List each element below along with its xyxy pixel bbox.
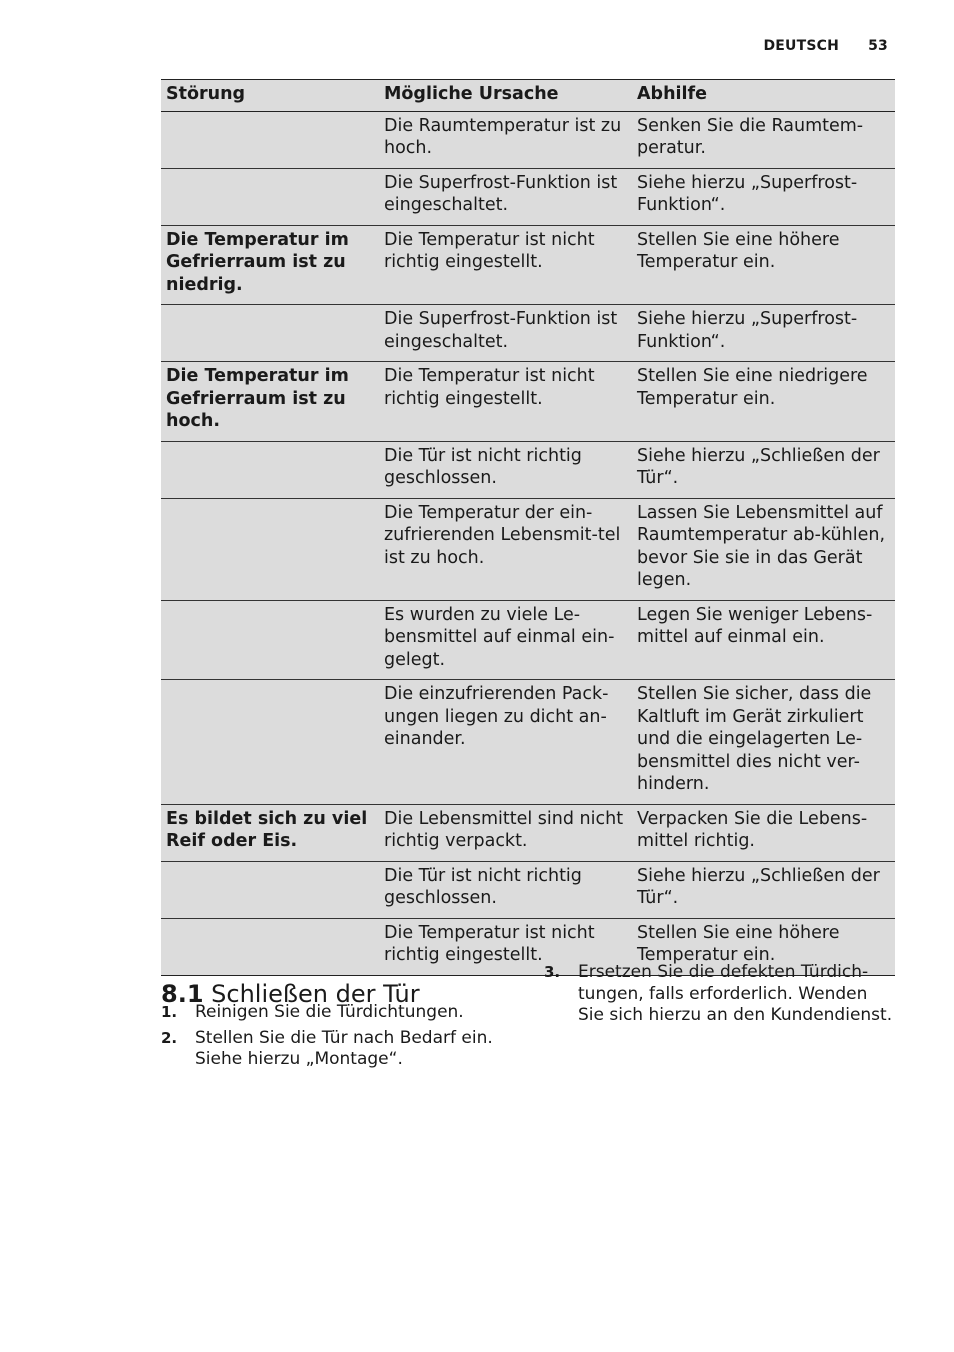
problem-cell	[161, 305, 379, 362]
list-item	[161, 1002, 506, 1024]
table-row	[161, 168, 895, 225]
table-row	[161, 305, 895, 362]
step-text: Stellen Sie die Tür nach Bedarf ein. Siehe hierzu „Montage“.	[195, 1027, 493, 1069]
cause-cell: Es wurden zu viele Le-bensmittel auf einmal ein-gelegt.	[379, 600, 632, 680]
remedy-cell: Siehe hierzu „Schließen der Tür“.	[632, 861, 895, 918]
page-header	[763, 38, 888, 54]
cause-cell: Die Lebensmittel sind nicht richtig verpackt.	[379, 804, 632, 861]
problem-cell	[161, 111, 379, 168]
step-text: Reinigen Sie die Türdichtungen.	[195, 1002, 464, 1022]
step-number: 3.	[544, 963, 561, 981]
table-row	[161, 861, 895, 918]
list-item	[544, 962, 896, 1027]
table-row	[161, 111, 895, 168]
table-row	[161, 225, 895, 305]
problem-cell: Die Temperatur im Gefrierraum ist zu hoch.	[161, 362, 379, 442]
remedy-cell: Verpacken Sie die Lebens-mittel richtig.	[632, 804, 895, 861]
section-title-text: Schließen der Tür	[211, 979, 420, 1008]
problem-cell	[161, 168, 379, 225]
remedy-cell: Siehe hierzu „Superfrost-Funktion“.	[632, 305, 895, 362]
table-row	[161, 362, 895, 442]
list-item	[161, 1028, 506, 1071]
cause-cell: Die Temperatur ist nicht richtig eingestellt.	[379, 362, 632, 442]
problem-cell	[161, 918, 379, 975]
problem-cell	[161, 680, 379, 805]
step-number: 1.	[161, 1003, 178, 1021]
cause-cell: Die Temperatur der ein-zufrierenden Lebensmit-tel ist zu hoch.	[379, 498, 632, 600]
table-row	[161, 680, 895, 805]
steps-list-left	[161, 1002, 506, 1075]
table-header-row	[161, 80, 895, 112]
cause-cell: Die Tür ist nicht richtig geschlossen.	[379, 441, 632, 498]
section-number: 8.1	[161, 979, 204, 1008]
step-text: Ersetzen Sie die defekten Türdich-tungen, falls erforderlich. Wenden Sie sich hierzu an den Kundendienst.	[578, 962, 893, 1025]
remedy-cell: Stellen Sie sicher, dass die Kaltluft im Gerät zirkuliert und die eingelagerten Le-bensmittel dies nicht ver-hindern.	[632, 680, 895, 805]
problem-cell	[161, 498, 379, 600]
header-section-label: DEUTSCH	[763, 38, 840, 54]
table-row	[161, 600, 895, 680]
cause-cell: Die Temperatur ist nicht richtig eingestellt.	[379, 225, 632, 305]
cause-cell: Die Superfrost-Funktion ist eingeschaltet.	[379, 168, 632, 225]
remedy-cell: Senken Sie die Raumtem-peratur.	[632, 111, 895, 168]
column-header-remedy: Abhilfe	[632, 80, 895, 112]
remedy-cell: Siehe hierzu „Superfrost-Funktion“.	[632, 168, 895, 225]
remedy-cell: Siehe hierzu „Schließen der Tür“.	[632, 441, 895, 498]
cause-cell: Die Superfrost-Funktion ist eingeschaltet.	[379, 305, 632, 362]
column-header-cause: Mögliche Ursache	[379, 80, 632, 112]
cause-cell: Die Raumtemperatur ist zu hoch.	[379, 111, 632, 168]
remedy-cell: Legen Sie weniger Lebens-mittel auf einmal ein.	[632, 600, 895, 680]
table-row	[161, 441, 895, 498]
problem-cell: Die Temperatur im Gefrierraum ist zu niedrig.	[161, 225, 379, 305]
steps-list-right	[544, 962, 896, 1031]
column-header-problem: Störung	[161, 80, 379, 112]
problem-cell: Es bildet sich zu viel Reif oder Eis.	[161, 804, 379, 861]
page-number: 53	[868, 38, 888, 54]
remedy-cell: Stellen Sie eine höhere Temperatur ein.	[632, 225, 895, 305]
cause-cell: Die Temperatur ist nicht richtig eingestellt.	[379, 918, 632, 975]
troubleshooting-table	[161, 79, 895, 976]
table-row	[161, 498, 895, 600]
problem-cell	[161, 600, 379, 680]
table-row	[161, 804, 895, 861]
step-number: 2.	[161, 1028, 178, 1047]
cause-cell: Die einzufrierenden Pack-ungen liegen zu dicht an-einander.	[379, 680, 632, 805]
remedy-cell: Stellen Sie eine niedrigere Temperatur ein.	[632, 362, 895, 442]
cause-cell: Die Tür ist nicht richtig geschlossen.	[379, 861, 632, 918]
remedy-cell: Lassen Sie Lebensmittel auf Raumtemperatur ab-kühlen, bevor Sie sie in das Gerät legen.	[632, 498, 895, 600]
remedy-cell: Stellen Sie eine höhere Temperatur ein.	[632, 918, 895, 975]
problem-cell	[161, 861, 379, 918]
problem-cell	[161, 441, 379, 498]
